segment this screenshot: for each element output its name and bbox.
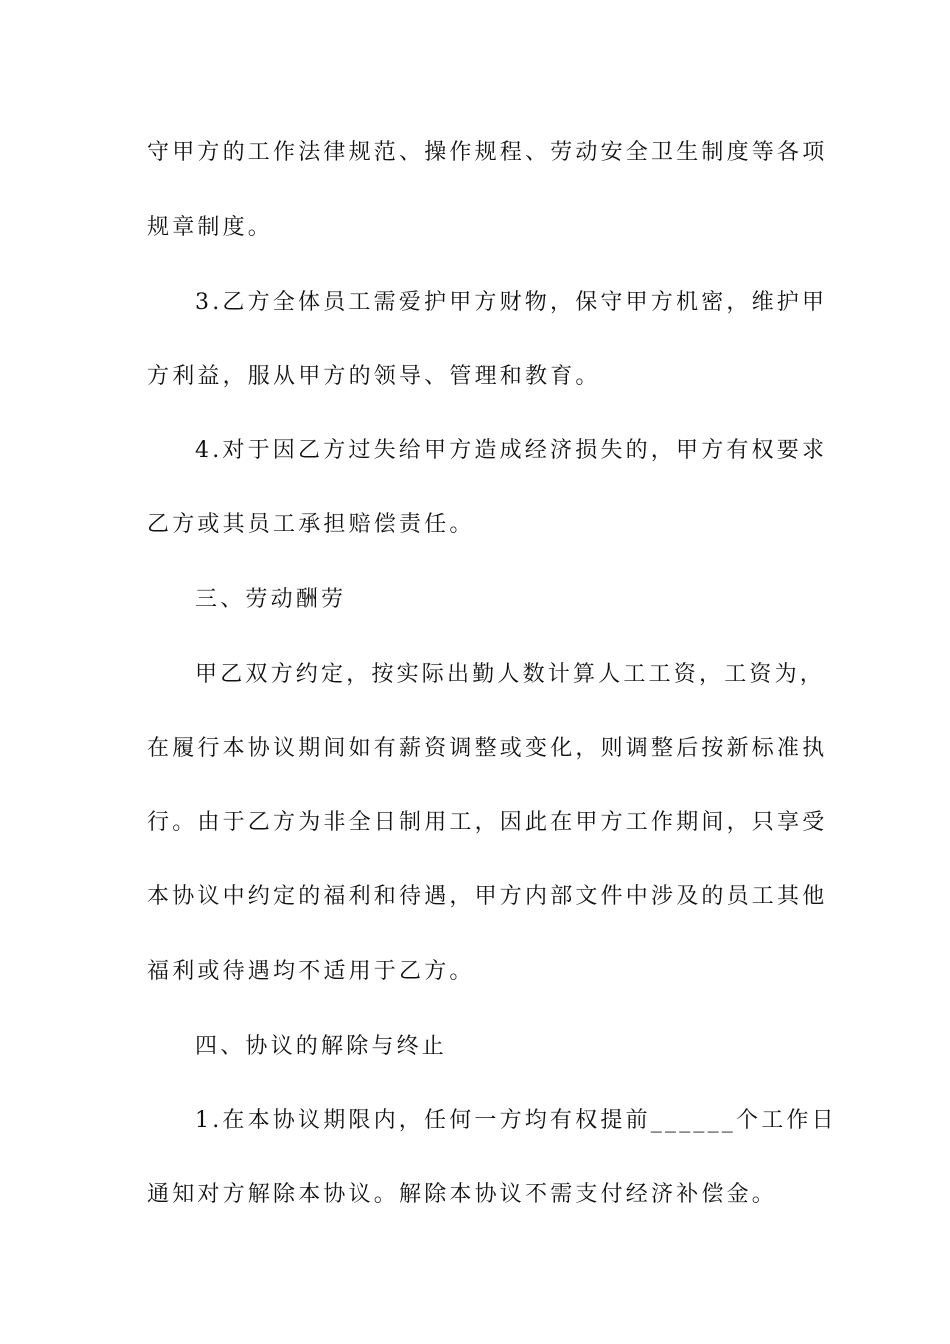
section-heading-remuneration: 三、劳动酬劳: [195, 587, 347, 612]
clause-3-text: 3.乙方全体员工需爱护甲方财物，保守甲方机密，维护甲: [195, 290, 828, 315]
clause-1-text: 1.在本协议期限内，任何一方均有权提前______个工作日: [195, 1108, 837, 1133]
body-text-line: 方利益，服从甲方的领导、管理和教育。: [147, 364, 601, 389]
body-text-line: 守甲方的工作法律规范、操作规程、劳动安全卫生制度等各项: [147, 140, 828, 165]
body-text-line: 甲乙双方约定，按实际出勤人数计算人工工资，工资为，: [195, 662, 826, 687]
body-text-line: 行。由于乙方为非全日制用工，因此在甲方工作期间，只享受: [147, 810, 828, 835]
body-text-line: 福利或待遇均不适用于乙方。: [147, 959, 475, 984]
body-text-line: 规章制度。: [147, 215, 274, 240]
body-text-line: 在履行本协议期间如有薪资调整或变化，则调整后按新标准执: [147, 736, 828, 761]
body-text-line: 本协议中约定的福利和待遇，甲方内部文件中涉及的员工其他: [147, 884, 828, 909]
clause-4-text: 4.对于因乙方过失给甲方造成经济损失的，甲方有权要求: [195, 438, 828, 463]
body-text-line: 通知对方解除本协议。解除本协议不需支付经济补偿金。: [147, 1182, 778, 1207]
body-text-line: 乙方或其员工承担赔偿责任。: [147, 512, 475, 537]
section-heading-termination: 四、协议的解除与终止: [195, 1034, 448, 1059]
